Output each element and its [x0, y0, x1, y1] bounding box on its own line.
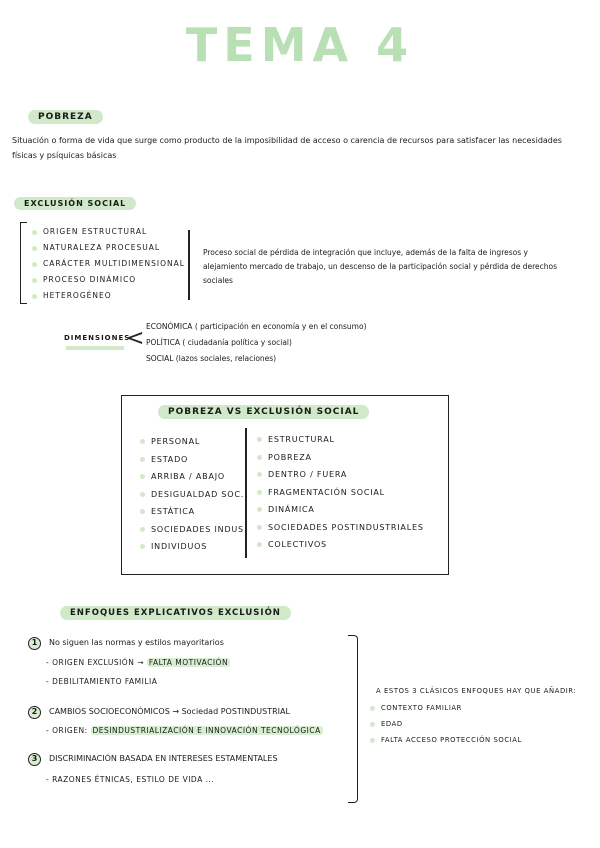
list-item: ORIGEN ESTRUCTURAL: [32, 224, 185, 240]
approach-3: 3 DISCRIMINACIÓN BASADA EN INTERESES ESTAMENTALES: [28, 753, 278, 766]
list-item: INDIVIDUOS: [140, 538, 247, 556]
list-item: CONTEXTO FAMILIAR: [370, 700, 522, 716]
list-item: SOCIEDADES POSTINDUSTRIALES: [257, 519, 424, 537]
list-item: ECONÓMICA ( participación en economía y en el consumo): [146, 322, 367, 331]
bullet-icon: [257, 490, 262, 495]
dimensions-label: DIMENSIONES: [64, 334, 131, 342]
bullet-icon: [140, 439, 145, 444]
number-circle-icon: 2: [28, 706, 41, 719]
section-heading-pobreza: POBREZA: [28, 110, 103, 124]
bullet-icon: [370, 722, 375, 727]
bullet-icon: [32, 230, 37, 235]
approach-1-origin: - ORIGEN EXCLUSIÓN → FALTA MOTIVACIÓN: [46, 658, 229, 667]
approach-3-detail: - RAZONES ÉTNICAS, ESTILO DE VIDA ...: [46, 775, 215, 784]
list-item: FALTA ACCESO PROTECCIÓN SOCIAL: [370, 732, 522, 748]
bullet-icon: [257, 472, 262, 477]
list-item: ARRIBA / ABAJO: [140, 468, 247, 486]
list-item: FRAGMENTACIÓN SOCIAL: [257, 484, 424, 502]
bullet-icon: [257, 455, 262, 460]
section-heading-enfoques: ENFOQUES EXPLICATIVOS EXCLUSIÓN: [60, 606, 291, 620]
bullet-icon: [140, 544, 145, 549]
bullet-icon: [370, 706, 375, 711]
list-item: CARÁCTER MULTIDIMENSIONAL: [32, 256, 185, 272]
comparison-title: POBREZA VS EXCLUSIÓN SOCIAL: [158, 405, 369, 419]
list-item: ESTÁTICA: [140, 503, 247, 521]
bullet-icon: [32, 246, 37, 251]
list-item: SOCIEDADES INDUS.: [140, 521, 247, 539]
list-item: DENTRO / FUERA: [257, 466, 424, 484]
additional-approaches-title: A ESTOS 3 CLÁSICOS ENFOQUES HAY QUE AÑADIR:: [376, 687, 577, 695]
list-item: DINÁMICA: [257, 501, 424, 519]
list-item: POBREZA: [257, 449, 424, 467]
bullet-icon: [257, 525, 262, 530]
approach-1: 1 No siguen las normas y estilos mayoritarios: [28, 637, 224, 650]
bracket-right: [348, 635, 358, 803]
bullet-icon: [257, 542, 262, 547]
bullet-icon: [140, 474, 145, 479]
list-item: SOCIAL (lazos sociales, relaciones): [146, 354, 277, 363]
bullet-icon: [140, 492, 145, 497]
approach-2: 2 CAMBIOS SOCIOECONÓMICOS → Sociedad POSTINDUSTRIAL: [28, 706, 290, 719]
list-item: ESTADO: [140, 451, 247, 469]
bracket-left: [20, 222, 27, 304]
list-item: PERSONAL: [140, 433, 247, 451]
exclusion-features-list: [32, 224, 185, 304]
bullet-icon: [32, 294, 37, 299]
list-item: DESIGUALDAD SOC.: [140, 486, 247, 504]
highlight-underline: [66, 346, 124, 350]
section-heading-exclusion: EXCLUSIÓN SOCIAL: [14, 197, 136, 210]
bullet-icon: [140, 457, 145, 462]
number-circle-icon: 3: [28, 753, 41, 766]
bullet-icon: [370, 738, 375, 743]
list-item: NATURALEZA PROCESUAL: [32, 240, 185, 256]
list-item: EDAD: [370, 716, 522, 732]
bullet-icon: [257, 437, 262, 442]
list-item: PROCESO DINÁMICO: [32, 272, 185, 288]
bullet-icon: [32, 262, 37, 267]
bullet-icon: [32, 278, 37, 283]
exclusion-column: [257, 431, 424, 554]
pobreza-column: [140, 433, 247, 556]
list-item: COLECTIVOS: [257, 536, 424, 554]
approach-2-origin: - ORIGEN: DESINDUSTRIALIZACIÓN E INNOVACIÓN TECNOLÓGICA: [46, 726, 321, 735]
exclusion-definition: Proceso social de pérdida de integración que incluye, además de la falta de ingresos y alejamiento mercado de trabajo, un descenso de la participación social y pérdida de derechos sociales: [203, 248, 557, 285]
approach-1-detail: - DEBILITAMIENTO FAMILIA: [46, 677, 158, 686]
dimensions-list: [146, 319, 367, 367]
list-item: ESTRUCTURAL: [257, 431, 424, 449]
list-item: HETEROGÉNEO: [32, 288, 185, 304]
arrow-left-icon: <: [126, 326, 145, 351]
additional-approaches-list: [370, 700, 522, 748]
bullet-icon: [257, 507, 262, 512]
divider-line: [188, 230, 190, 300]
bullet-icon: [140, 509, 145, 514]
number-circle-icon: 1: [28, 637, 41, 650]
page-title: TEMA 4: [185, 18, 415, 72]
pobreza-definition: Situación o forma de vida que surge como producto de la imposibilidad de acceso o carencia de recursos para satisfacer las necesidades físicas y psíquicas básicas: [12, 136, 562, 160]
bullet-icon: [140, 527, 145, 532]
list-item: POLÍTICA ( ciudadanía política y social): [146, 338, 292, 347]
